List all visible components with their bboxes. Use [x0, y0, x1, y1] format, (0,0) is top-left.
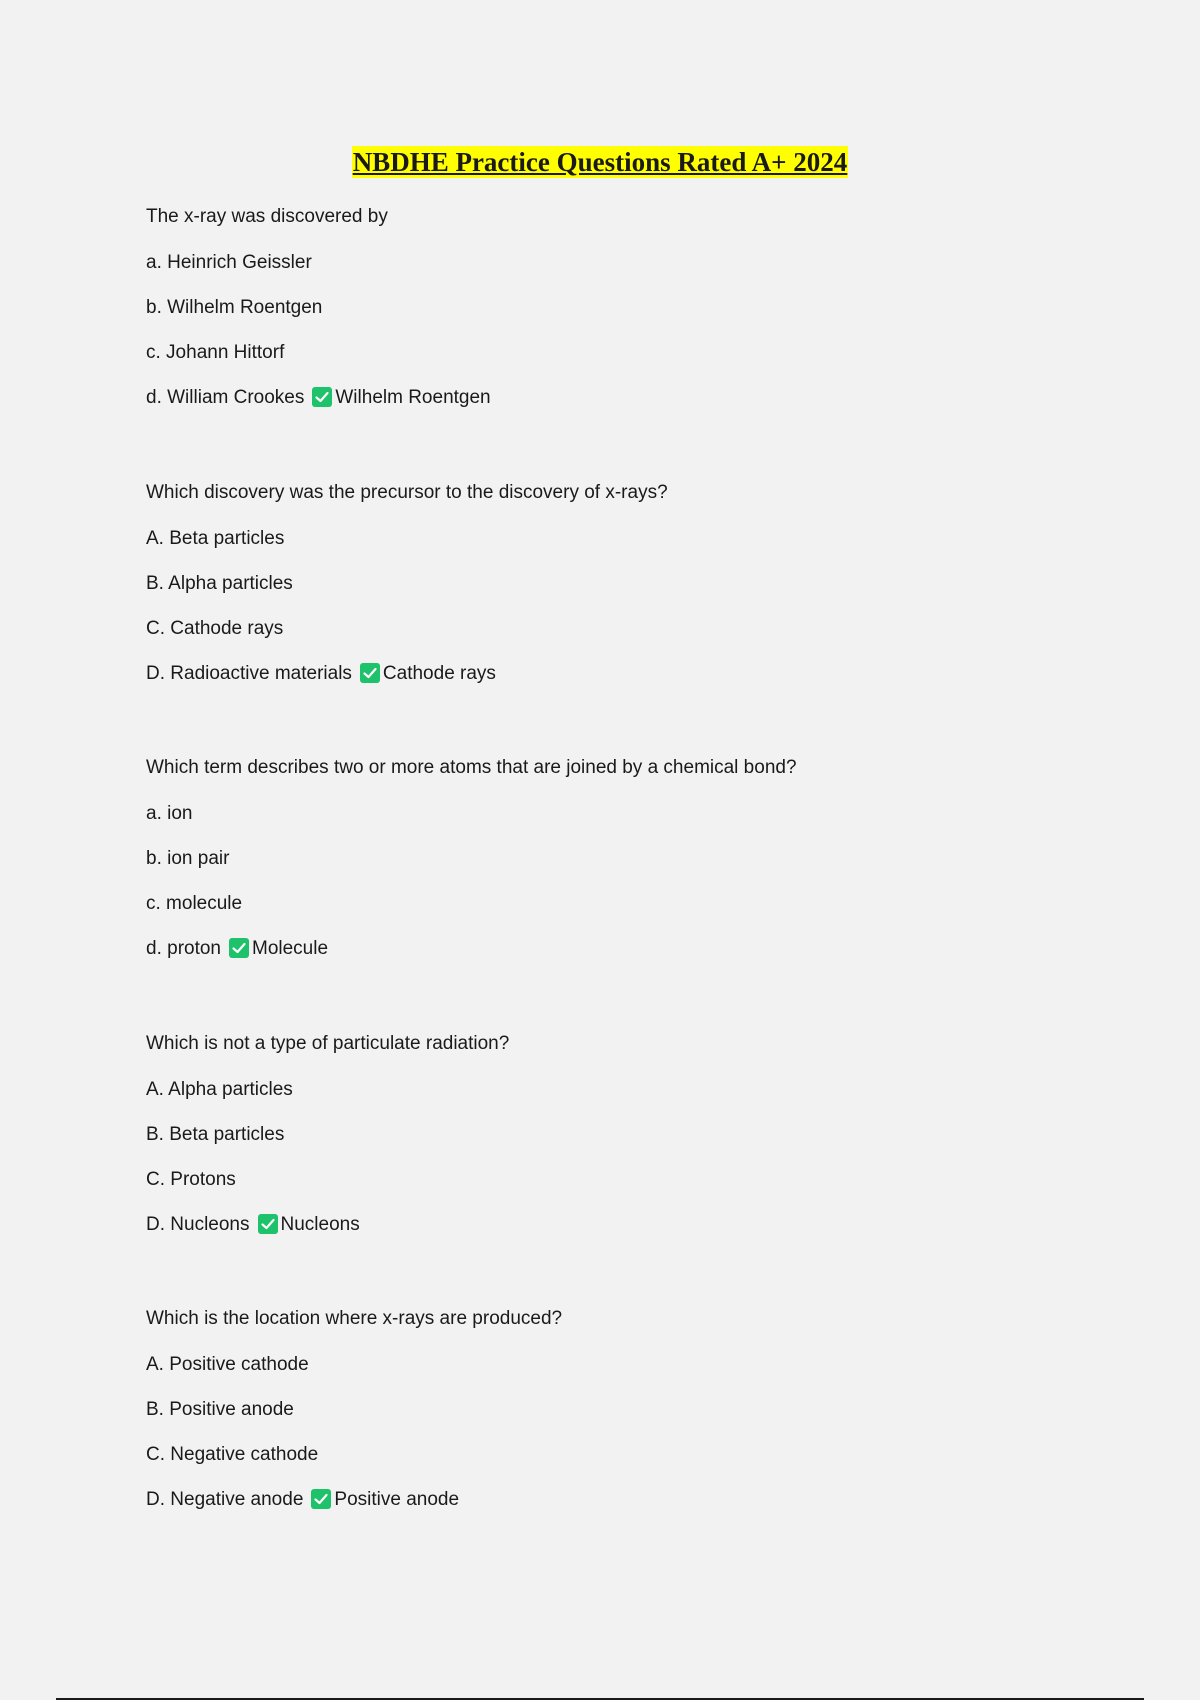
answer-option-with-key — [146, 662, 1106, 686]
answer-option: d. William Crookes — [146, 387, 305, 408]
answer-option-with-key — [146, 1488, 1106, 1512]
answer-option: c. Johann Hittorf — [146, 342, 285, 363]
answer-option: D. Negative anode — [146, 1489, 304, 1510]
question-text: Which discovery was the precursor to the discovery of x-rays? — [146, 482, 668, 503]
check-mark-icon — [312, 387, 332, 407]
answer-option-with-key — [146, 386, 1106, 410]
answer-option-with-key — [146, 1213, 1106, 1237]
correct-answer: Molecule — [252, 938, 329, 959]
answer-option: c. molecule — [146, 893, 243, 914]
answer-option: C. Cathode rays — [146, 618, 284, 639]
answer-option: B. Beta particles — [146, 1124, 285, 1145]
answer-option: A. Positive cathode — [146, 1354, 309, 1375]
answer-option: b. Wilhelm Roentgen — [146, 297, 323, 318]
question-block-4 — [146, 1032, 1106, 1237]
document-title: NBDHE Practice Questions Rated A+ 2024 — [352, 147, 848, 177]
answer-option: d. proton — [146, 938, 221, 959]
answer-option: A. Beta particles — [146, 528, 285, 549]
answer-option: D. Radioactive materials — [146, 663, 352, 684]
question-block-5 — [146, 1307, 1106, 1512]
check-mark-icon — [311, 1489, 331, 1509]
answer-option: C. Protons — [146, 1169, 236, 1190]
answer-option: A. Alpha particles — [146, 1079, 293, 1100]
question-text: Which term describes two or more atoms that are joined by a chemical bond? — [146, 757, 797, 778]
document-title-wrapper — [0, 142, 1200, 179]
correct-answer: Wilhelm Roentgen — [335, 387, 491, 408]
check-mark-icon — [360, 663, 380, 683]
correct-answer: Nucleons — [280, 1214, 360, 1235]
correct-answer: Cathode rays — [382, 663, 496, 684]
answer-option: b. ion pair — [146, 848, 230, 869]
answer-option: D. Nucleons — [146, 1214, 250, 1235]
question-text: Which is not a type of particulate radiation? — [146, 1033, 510, 1054]
question-text: The x-ray was discovered by — [146, 206, 388, 227]
question-text: Which is the location where x-rays are produced? — [146, 1308, 563, 1329]
answer-option: a. ion — [146, 803, 193, 824]
answer-option-with-key — [146, 937, 1106, 961]
answer-option: B. Positive anode — [146, 1399, 294, 1420]
answer-option: a. Heinrich Geissler — [146, 252, 312, 273]
answer-option: B. Alpha particles — [146, 573, 293, 594]
check-mark-icon — [258, 1214, 278, 1234]
question-block-3 — [146, 756, 1106, 961]
answer-option: C. Negative cathode — [146, 1444, 319, 1465]
check-mark-icon — [229, 938, 249, 958]
question-block-2 — [146, 481, 1106, 686]
correct-answer: Positive anode — [334, 1489, 460, 1510]
question-block-1 — [146, 205, 1106, 410]
